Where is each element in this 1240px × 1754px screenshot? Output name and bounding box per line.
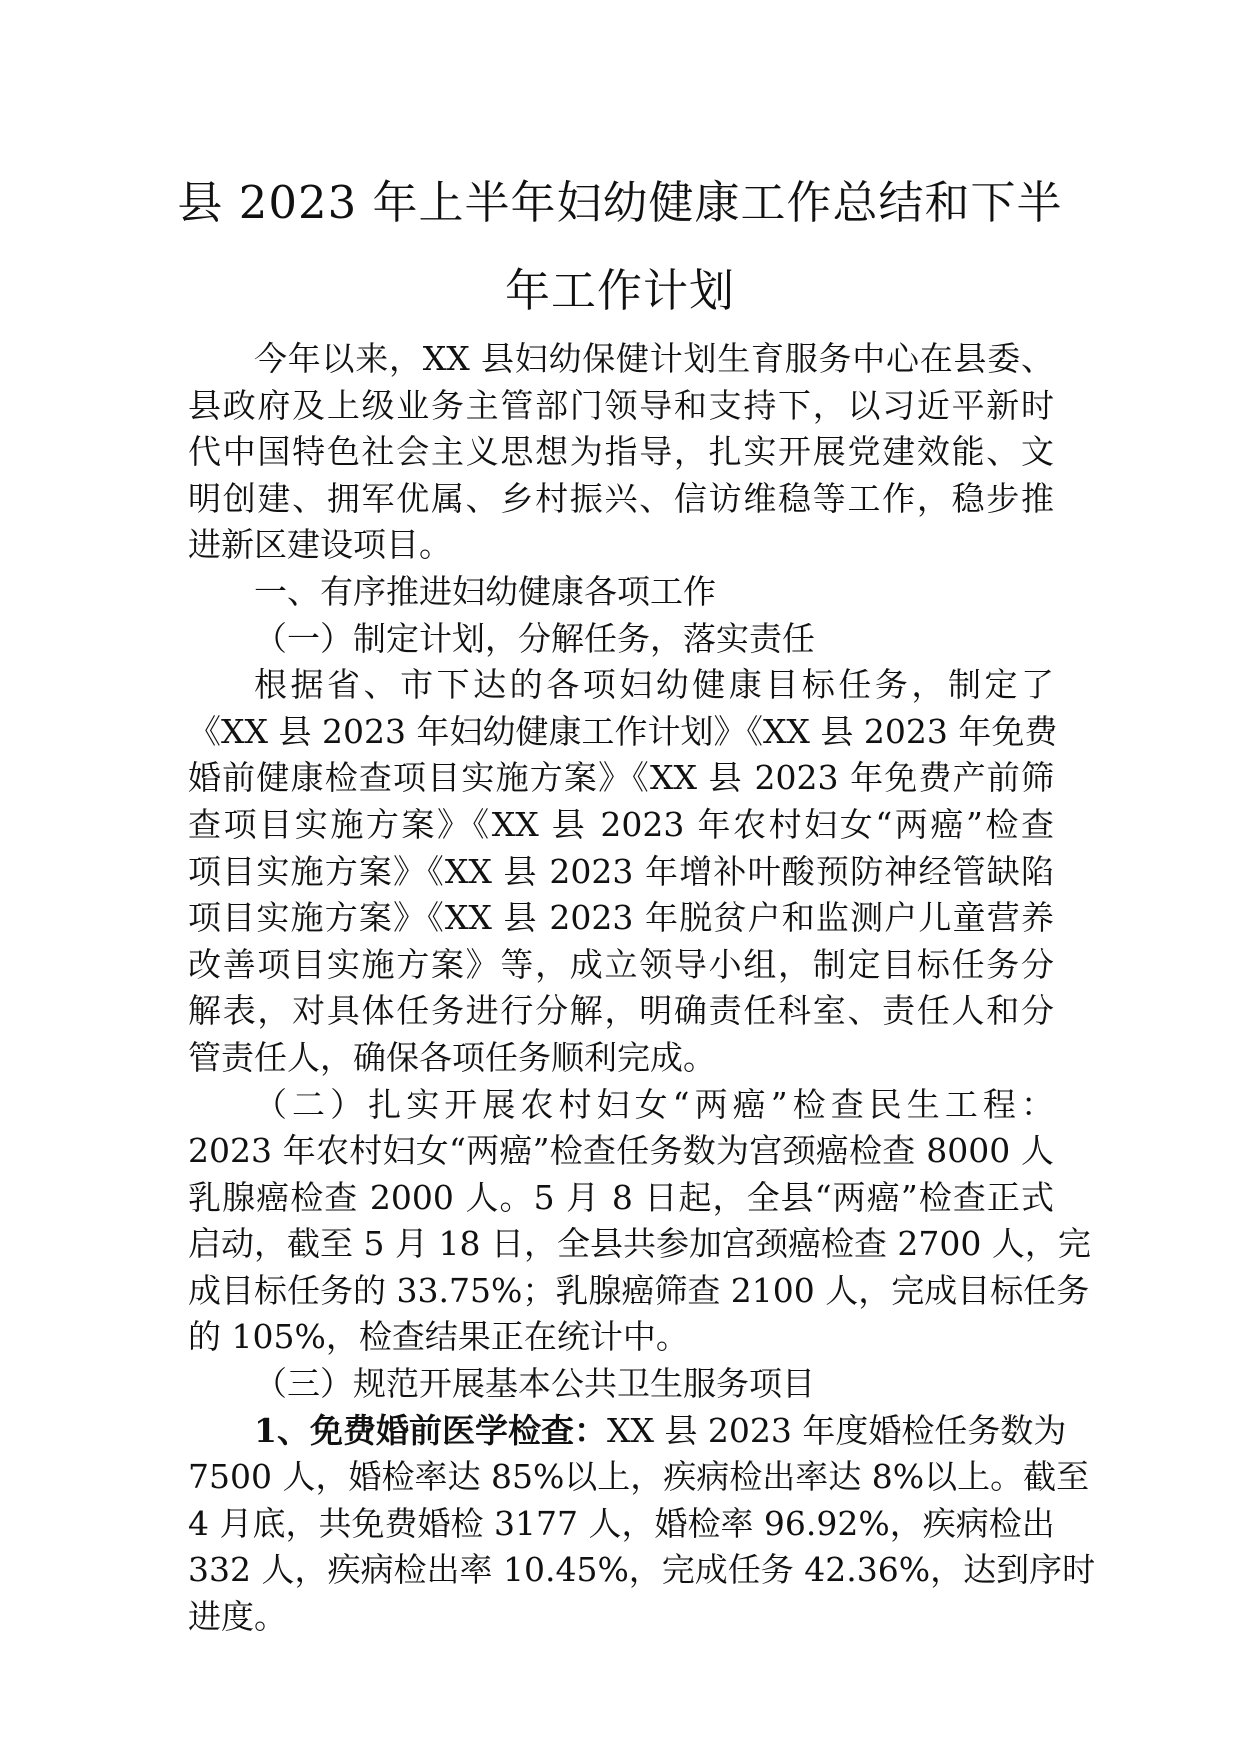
paragraph-line: 332 人，疾病检出率 10.45%，完成任务 42.36%，达到序时 [188,1550,1096,1590]
subsection-heading: （三）规范开展基本公共卫生服务项目 [254,1364,815,1404]
paragraph-line: 县政府及上级业务主管部门领导和支持下，以习近平新时 [188,385,1054,425]
paragraph-line: 根据省、市下达的各项妇幼健康目标任务，制定了 [254,665,1054,705]
document-title-line-2: 年工作计划 [504,264,735,317]
subsection-heading: （一）制定计划，分解任务，落实责任 [254,618,815,658]
paragraph-line: 《XX 县 2023 年妇幼健康工作计划》《XX 县 2023 年免费 [188,711,1058,751]
paragraph-line: 查项目实施方案》《XX 县 2023 年农村妇女“两癌”检查 [188,804,1054,844]
subsection-heading: （二）扎实开展农村妇女“两癌”检查民生工程： [254,1084,1054,1124]
paragraph-line: 明创建、拥军优属、乡村振兴、信访维稳等工作，稳步推 [188,478,1054,518]
document-body [188,336,1096,1641]
paragraph-line: 代中国特色社会主义思想为指导，扎实开展党建效能、文 [188,432,1054,472]
paragraph-line: 7500 人，婚检率达 85%以上，疾病检出率达 8%以上。截至 [188,1457,1090,1497]
document-title-line-1: 县 2023 年上半年妇幼健康工作总结和下半 [177,176,1063,229]
paragraph-line: 管责任人，确保各项任务顺利完成。 [188,1037,716,1077]
bold-lead-text: 1、免费婚前医学检查： [254,1410,607,1450]
paragraph-line: 改善项目实施方案》等，成立领导小组，制定目标任务分 [188,944,1054,984]
paragraph-line: 项目实施方案》《XX 县 2023 年脱贫户和监测户儿童营养 [188,898,1054,938]
paragraph-line-text: XX 县 2023 年度婚检任务数为 [606,1410,1067,1450]
paragraph-line: 进新区建设项目。 [188,525,452,565]
paragraph-line: 成目标任务的 33.75%；乳腺癌筛查 2100 人，完成目标任务 [188,1270,1090,1310]
paragraph-line [188,1408,1067,1455]
paragraph-line: 解表，对具体任务进行分解，明确责任科室、责任人和分 [188,991,1054,1031]
paragraph-line: 4 月底，共免费婚检 3177 人，婚检率 96.92%，疾病检出 [188,1503,1055,1543]
paragraph-line: 婚前健康检查项目实施方案》《XX 县 2023 年免费产前筛 [188,758,1054,798]
paragraph-line: 进度。 [188,1597,287,1637]
paragraph-line: 2023 年农村妇女“两癌”检查任务数为宫颈癌检查 8000 人 [188,1131,1054,1171]
paragraph-line: 的 105%，检查结果正在统计中。 [188,1317,689,1357]
paragraph-line: 启动，截至 5 月 18 日，全县共参加宫颈癌检查 2700 人，完 [188,1224,1091,1264]
paragraph-line: 乳腺癌检查 2000 人。5 月 8 日起，全县“两癌”检查正式 [188,1177,1054,1217]
paragraph-line: 项目实施方案》《XX 县 2023 年增补叶酸预防神经管缺陷 [188,851,1054,891]
paragraph-line: 今年以来，XX 县妇幼保健计划生育服务中心在县委、 [254,339,1054,378]
section-heading: 一、有序推进妇幼健康各项工作 [254,571,716,611]
